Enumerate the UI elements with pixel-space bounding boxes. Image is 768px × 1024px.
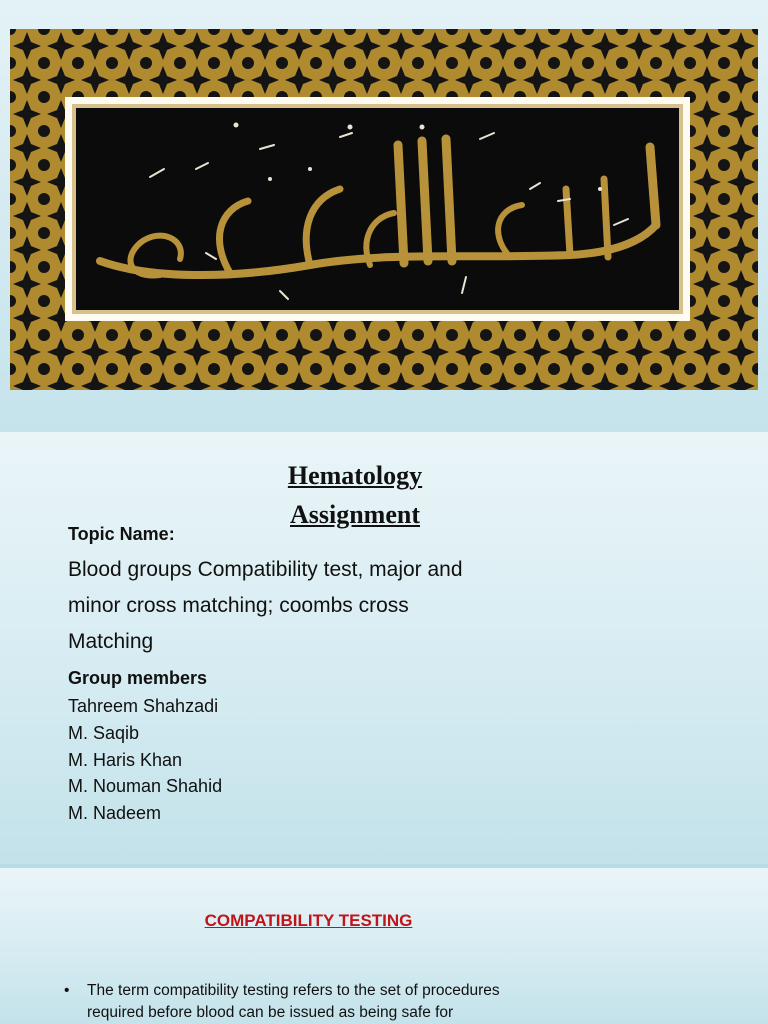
section-heading: COMPATIBILITY TESTING: [204, 911, 413, 930]
bullet-icon: •: [64, 982, 70, 999]
list-item: M. Haris Khan: [68, 749, 183, 770]
calligraphy-art: [10, 29, 758, 390]
slide-title-banner: [0, 0, 768, 432]
title-line-2: Assignment: [289, 500, 420, 529]
page-title: [0, 456, 710, 534]
bullet-text: [87, 980, 587, 1024]
topic-line-3: Matching: [68, 630, 154, 653]
list-item: M. Nadeem: [68, 803, 162, 824]
topic-line-2: minor cross matching; coombs cross: [68, 594, 409, 617]
members-label: Group members: [68, 668, 208, 688]
list-item: M. Nouman Shahid: [68, 776, 223, 797]
topic-line-1: Blood groups Compatibility test, major and: [68, 558, 463, 581]
bullet-line-2: required before blood can be issued as being safe for: [87, 1004, 454, 1021]
topic-text: [68, 552, 538, 660]
members-list: [68, 693, 222, 827]
bullet-line-1: The term compatibility testing refers to the set of procedures: [87, 982, 500, 999]
topic-label: Topic Name:: [68, 524, 175, 544]
bismillah-calligraphy-icon: [10, 29, 758, 390]
title-line-1: Hematology: [287, 461, 423, 490]
list-item: M. Saqib: [68, 722, 140, 743]
list-item: Tahreem Shahzadi: [68, 696, 219, 716]
